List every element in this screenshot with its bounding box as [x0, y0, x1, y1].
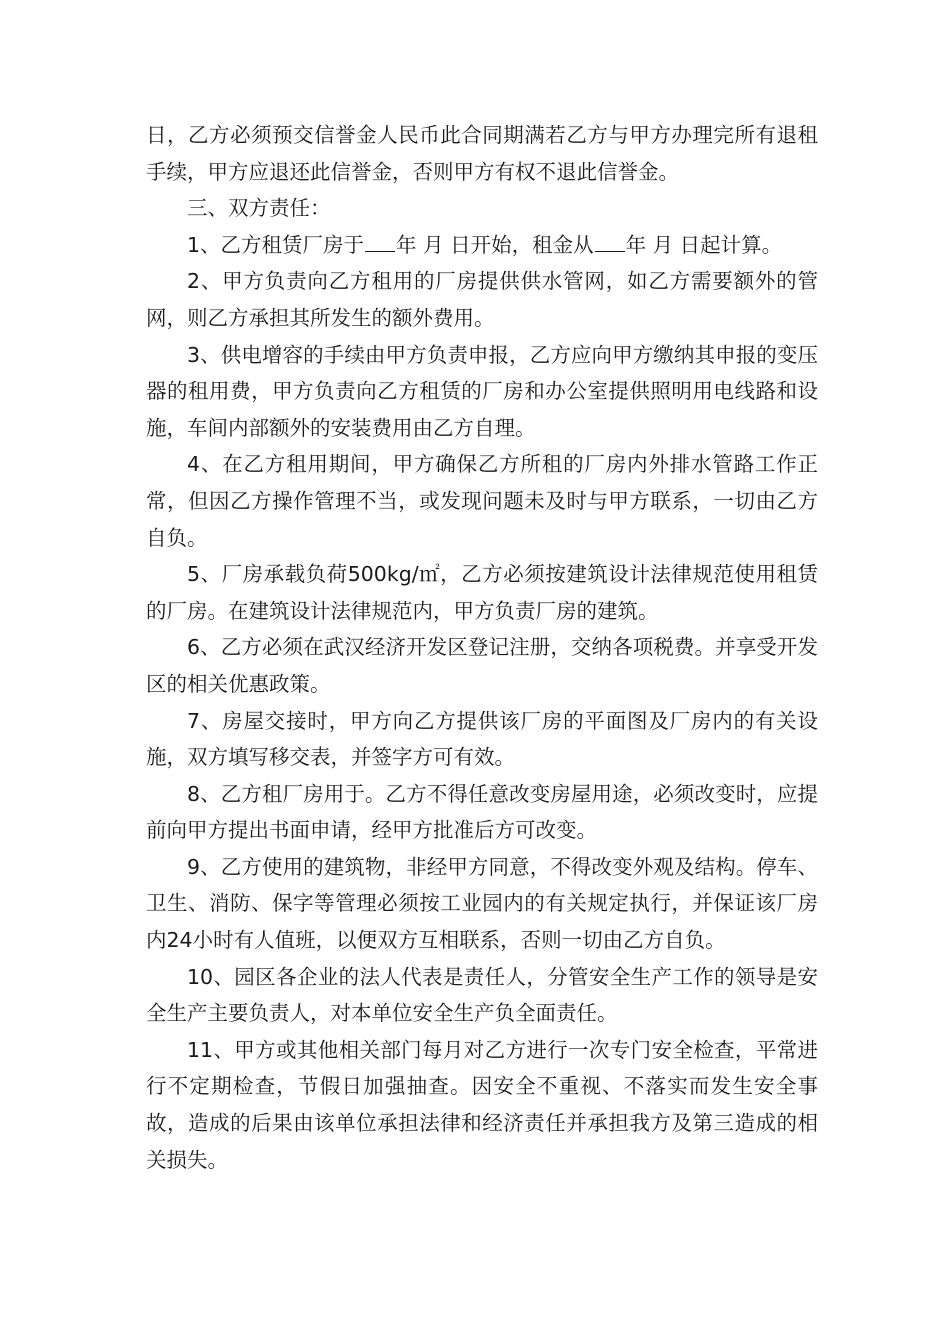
clause-10: 10、园区各企业的法人代表是责任人，分管安全生产工作的领导是安全生产主要负责人，对本单位安全生产负全面责任。 [146, 964, 818, 1026]
section-heading-responsibilities: 三、双方责任： [187, 196, 331, 221]
clause-3: 3、供电增容的手续由甲方负责申报，乙方应向甲方缴纳其申报的变压器的租用费，甲方负责向乙方租赁的厂房和办公室提供照明用电线路和设施，车间内部额外的安装费用由乙方自理。 [146, 342, 818, 440]
clause-1-part-b: 年 月 日开始，租金从 [396, 232, 594, 257]
blank-line [595, 231, 625, 252]
clause-2: 2、甲方负责向乙方租用的厂房提供供水管网，如乙方需要额外的管网，则乙方承担其所发生的额外费用。 [146, 269, 818, 330]
document-body [146, 117, 818, 1178]
clause-4: 4、在乙方租用期间，甲方确保乙方所租的厂房内外排水管路工作正常，但因乙方操作管理不当，或发现问题未及时与甲方联系，一切由乙方自负。 [146, 452, 818, 550]
blank-line [365, 231, 395, 252]
paragraph-deposit: 日，乙方必须预交信誉金人民币此合同期满若乙方与甲方办理完所有退租手续，甲方应退还此信誉金，否则甲方有权不退此信誉金。 [146, 123, 818, 184]
clause-11: 11、甲方或其他相关部门每月对乙方进行一次专门安全检查，平常进行不定期检查，节假日加强抽查。因安全不重视、不落实而发生安全事故，造成的后果由该单位承担法律和经济责任并承担我方及第三造成的相关损失。 [146, 1037, 818, 1172]
clause-7: 7、房屋交接时，甲方向乙方提供该厂房的平面图及厂房内的有关设施，双方填写移交表，并签字方可有效。 [146, 708, 818, 770]
clause-1 [146, 227, 818, 264]
clause-6: 6、乙方必须在武汉经济开发区登记注册，交纳各项税费。并享受开发区的相关优惠政策。 [146, 635, 818, 696]
clause-9: 9、乙方使用的建筑物，非经甲方同意，不得改变外观及结构。停车、卫生、消防、保字等管理必须按工业园内的有关规定执行，并保证该厂房内24小时有人值班，以便双方互相联系，否则一切由乙方自负。 [146, 854, 818, 953]
clause-8: 8、乙方租厂房用于。乙方不得任意改变房屋用途，必须改变时，应提前向甲方提出书面申请，经甲方批准后方可改变。 [146, 781, 818, 843]
clause-5: 5、厂房承载负荷500kg/㎡，乙方必须按建筑设计法律规范使用租赁的厂房。在建筑设计法律规范内，甲方负责厂房的建筑。 [146, 562, 818, 623]
clause-1-part-a: 1、乙方租赁厂房于 [187, 232, 365, 257]
clause-1-part-c: 年 月 日起计算。 [625, 232, 783, 257]
